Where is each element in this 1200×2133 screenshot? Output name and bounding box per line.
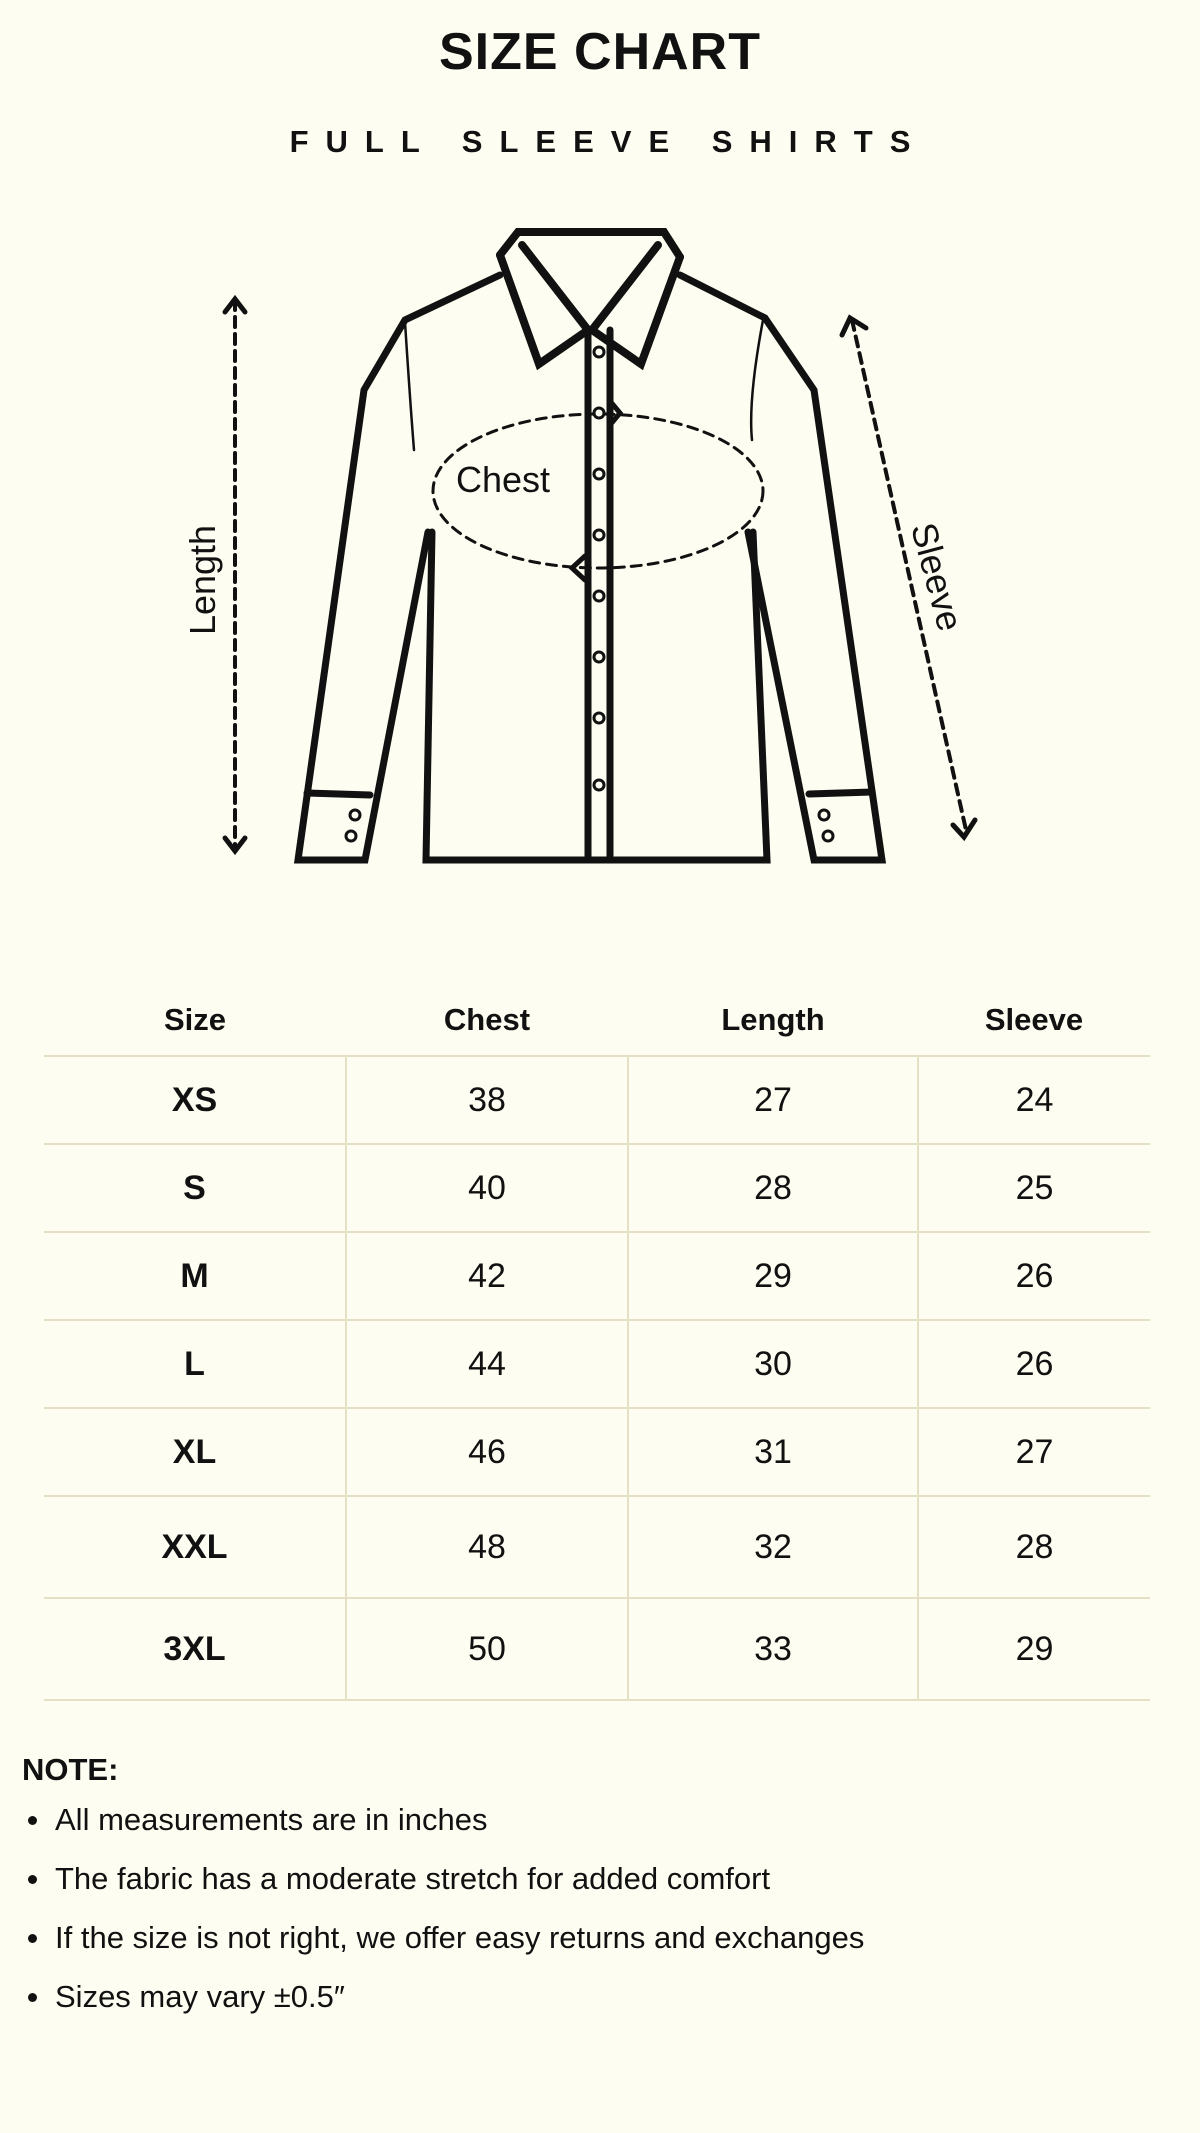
header-size: Size bbox=[44, 985, 346, 1056]
sleeve-cell: 25 bbox=[918, 1144, 1150, 1232]
right-armhole bbox=[751, 320, 763, 440]
notes-section bbox=[22, 1752, 1172, 2036]
shirt-diagram bbox=[0, 200, 1200, 900]
left-sleeve bbox=[298, 275, 500, 860]
collar-right bbox=[592, 245, 680, 364]
chest-label: Chest bbox=[456, 459, 551, 500]
size-cell: M bbox=[44, 1232, 346, 1320]
note-item: All measurements are in inches bbox=[22, 1800, 1172, 1840]
sleeve-cell: 26 bbox=[918, 1232, 1150, 1320]
length-cell: 27 bbox=[628, 1056, 918, 1144]
length-cell: 28 bbox=[628, 1144, 918, 1232]
table-row bbox=[44, 1320, 1150, 1408]
size-cell: XXL bbox=[44, 1496, 346, 1598]
header-sleeve: Sleeve bbox=[918, 985, 1150, 1056]
cuff-button-icon bbox=[819, 810, 829, 820]
button-icon bbox=[594, 780, 604, 790]
button-icon bbox=[594, 713, 604, 723]
size-cell: XL bbox=[44, 1408, 346, 1496]
button-icon bbox=[594, 530, 604, 540]
sleeve-cell: 27 bbox=[918, 1408, 1150, 1496]
chest-cell: 48 bbox=[346, 1496, 628, 1598]
length-cell: 30 bbox=[628, 1320, 918, 1408]
shirt-illustration bbox=[0, 200, 1200, 900]
chest-cell: 40 bbox=[346, 1144, 628, 1232]
note-item: Sizes may vary ±0.5″ bbox=[22, 1977, 1172, 2017]
left-armhole bbox=[405, 322, 414, 450]
notes-list bbox=[22, 1800, 1172, 2017]
button-icon bbox=[594, 591, 604, 601]
table-row bbox=[44, 1408, 1150, 1496]
chest-cell: 42 bbox=[346, 1232, 628, 1320]
chest-cell: 38 bbox=[346, 1056, 628, 1144]
button-icon bbox=[594, 347, 604, 357]
header-length: Length bbox=[628, 985, 918, 1056]
cuff-button-icon bbox=[823, 831, 833, 841]
chest-cell: 50 bbox=[346, 1598, 628, 1700]
table-row bbox=[44, 1056, 1150, 1144]
length-cell: 32 bbox=[628, 1496, 918, 1598]
sleeve-cell: 28 bbox=[918, 1496, 1150, 1598]
size-cell: S bbox=[44, 1144, 346, 1232]
length-cell: 33 bbox=[628, 1598, 918, 1700]
sleeve-cell: 24 bbox=[918, 1056, 1150, 1144]
length-cell: 31 bbox=[628, 1408, 918, 1496]
table-header-row bbox=[44, 985, 1150, 1056]
button-icon bbox=[594, 469, 604, 479]
sleeve-label: Sleeve bbox=[903, 518, 972, 636]
button-icon bbox=[594, 652, 604, 662]
chest-cell: 46 bbox=[346, 1408, 628, 1496]
notes-title: NOTE: bbox=[22, 1752, 119, 1787]
header-chest: Chest bbox=[346, 985, 628, 1056]
length-cell: 29 bbox=[628, 1232, 918, 1320]
button-icon bbox=[594, 408, 604, 418]
page-subtitle: FULL SLEEVE SHIRTS bbox=[289, 124, 928, 159]
sleeve-cell: 26 bbox=[918, 1320, 1150, 1408]
chest-cell: 44 bbox=[346, 1320, 628, 1408]
table-row bbox=[44, 1232, 1150, 1320]
size-cell: L bbox=[44, 1320, 346, 1408]
shirt-body bbox=[426, 532, 767, 860]
table-row bbox=[44, 1496, 1150, 1598]
length-label: Length bbox=[182, 524, 223, 636]
note-item: The fabric has a moderate stretch for added comfort bbox=[22, 1859, 1172, 1899]
size-cell: 3XL bbox=[44, 1598, 346, 1700]
sleeve-cell: 29 bbox=[918, 1598, 1150, 1700]
collar-left bbox=[500, 245, 588, 364]
cuff-button-icon bbox=[350, 810, 360, 820]
page-title: SIZE CHART bbox=[439, 23, 761, 81]
size-chart-table bbox=[44, 985, 1150, 1701]
size-cell: XS bbox=[44, 1056, 346, 1144]
cuff-button-icon bbox=[346, 831, 356, 841]
left-cuff bbox=[307, 793, 370, 795]
right-sleeve bbox=[680, 275, 882, 860]
note-item: If the size is not right, we offer easy returns and exchanges bbox=[22, 1918, 1172, 1958]
table-row bbox=[44, 1598, 1150, 1700]
table-row bbox=[44, 1144, 1150, 1232]
right-cuff bbox=[809, 792, 872, 794]
